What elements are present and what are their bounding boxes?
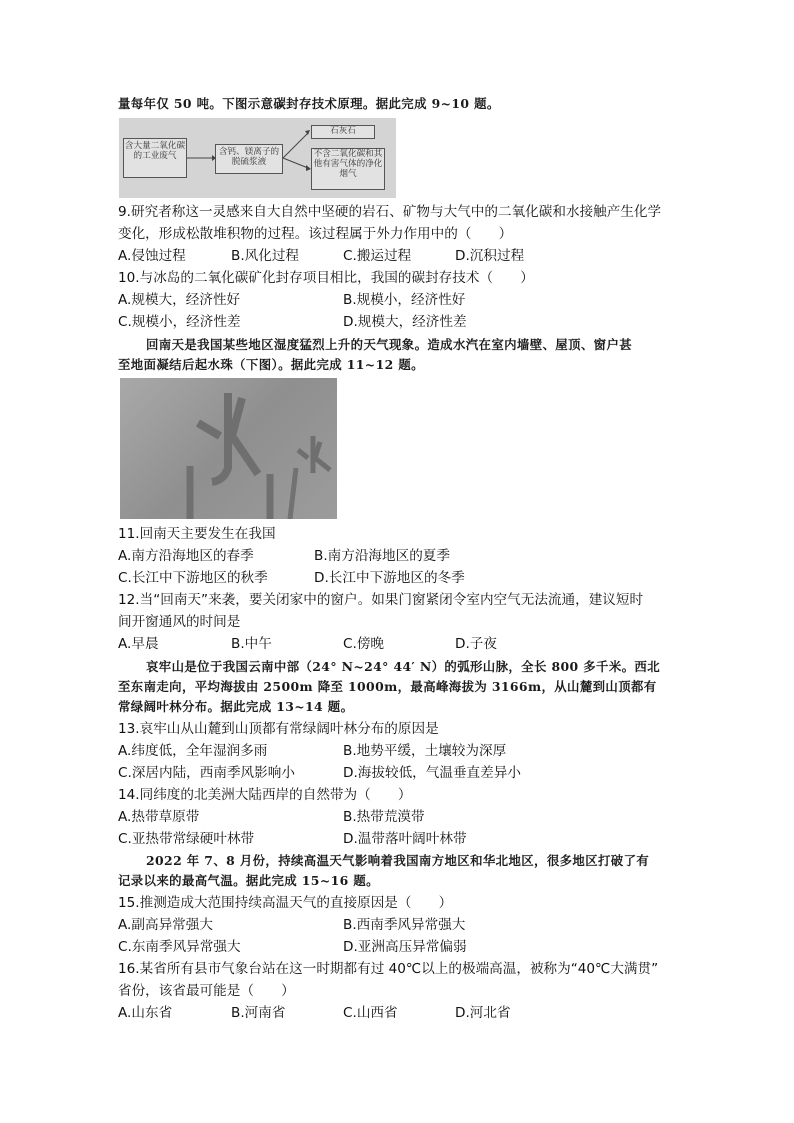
q11-option-c: C.长江中下游地区的秋季 bbox=[118, 570, 268, 586]
q10-option-a: A.规模大，经济性好 bbox=[118, 292, 241, 308]
q13-option-b: B.地势平缓，土壤较为深厚 bbox=[343, 743, 507, 759]
q14-option-d: D.温带落叶阔叶林带 bbox=[343, 831, 467, 847]
intro-13-line2: 至东南走向，平均海拔由 2500m 降至 1000m，最高峰海拔为 3166m，从山麓到山顶都有 bbox=[118, 679, 657, 694]
intro-line: 量每年仅 50 吨。下图示意碳封存技术原理。据此完成 9~10 题。 bbox=[118, 96, 500, 111]
q16-option-d: D.河北省 bbox=[455, 1005, 511, 1021]
intro-15-line2: 记录以来的最高气温。据此完成 15~16 题。 bbox=[118, 873, 379, 888]
q11-option-b: B.南方沿海地区的夏季 bbox=[314, 548, 450, 564]
carbon-storage-diagram bbox=[119, 118, 396, 198]
intro-15-line1: 2022 年 7、8 月份，持续高温天气影响着我国南方地区和华北地区，很多地区打破了有 bbox=[146, 853, 650, 868]
q15-option-c: C.东南季风异常强大 bbox=[118, 939, 241, 955]
q11-option-a: A.南方沿海地区的春季 bbox=[118, 548, 254, 564]
intro-11-line1: 回南天是我国某些地区湿度猛烈上升的天气现象。造成水汽在室内墙壁、屋顶、窗户甚 bbox=[146, 337, 633, 352]
condensation-photo bbox=[120, 378, 337, 519]
q16-stem-line1: 16.某省所有县市气象台站在这一时期都有过 40℃以上的极端高温，被称为“40℃大满贯” bbox=[118, 961, 659, 977]
q12-option-d: D.子夜 bbox=[455, 636, 497, 652]
q12-option-a: A.早晨 bbox=[118, 636, 159, 652]
q13-option-c: C.深居内陆，西南季风影响小 bbox=[118, 765, 295, 781]
q9-option-d: D.沉积过程 bbox=[455, 248, 525, 264]
q9-option-c: C.搬运过程 bbox=[343, 248, 412, 264]
q9-option-a: A.侵蚀过程 bbox=[118, 248, 186, 264]
q12-option-b: B.中午 bbox=[231, 636, 272, 652]
q14-stem: 14.同纬度的北美洲大陆西岸的自然带为（ ） bbox=[118, 787, 412, 803]
q13-option-d: D.海拔较低，气温垂直差异小 bbox=[343, 765, 521, 781]
diagram-arrows bbox=[119, 118, 396, 198]
q15-option-a: A.副高异常强大 bbox=[118, 917, 213, 933]
q15-option-d: D.亚洲高压异常偏弱 bbox=[343, 939, 467, 955]
q9-stem-line2: 变化，形成松散堆积物的过程。该过程属于外力作用中的（ ） bbox=[118, 226, 513, 242]
q10-option-c: C.规模小，经济性差 bbox=[118, 314, 241, 330]
q9-stem-line1: 9.研究者称这一灵感来自大自然中坚硬的岩石、矿物与大气中的二氧化碳和水接触产生化学 bbox=[118, 204, 662, 220]
q16-stem-line2: 省份，该省最可能是（ ） bbox=[118, 983, 295, 999]
intro-13-line3: 常绿阔叶林分布。据此完成 13~14 题。 bbox=[118, 699, 354, 714]
diagram-box-slurry: 含钙、镁离子的脱硫浆液 bbox=[215, 144, 283, 174]
q12-stem-line2: 间开窗通风的时间是 bbox=[118, 614, 241, 630]
q12-stem-line1: 12.当“回南天”来袭，要关闭家中的窗户。如果门窗紧闭令室内空气无法流通，建议短时 bbox=[118, 592, 644, 608]
intro-13-line1: 哀牢山是位于我国云南中部（24° N~24° 44′ N）的弧形山脉，全长 800 多千米。西北 bbox=[146, 659, 660, 674]
q16-option-a: A.山东省 bbox=[118, 1005, 173, 1021]
intro-11-line2: 至地面凝结后起水珠（下图）。据此完成 11~12 题。 bbox=[118, 357, 424, 372]
q14-option-a: A.热带草原带 bbox=[118, 809, 200, 825]
q10-option-b: B.规模小，经济性好 bbox=[343, 292, 466, 308]
q14-option-b: B.热带荒漠带 bbox=[343, 809, 425, 825]
q14-option-c: C.亚热带常绿硬叶林带 bbox=[118, 831, 255, 847]
q16-option-b: B.河南省 bbox=[231, 1005, 286, 1021]
q10-stem: 10.与冰岛的二氧化碳矿化封存项目相比，我国的碳封存技术（ ） bbox=[118, 270, 534, 286]
q15-stem: 15.推测造成大范围持续高温天气的直接原因是（ ） bbox=[118, 895, 453, 911]
diagram-box-output-clean-gas: 不含二氧化碳和其他有害气体的净化烟气 bbox=[311, 148, 385, 190]
diagram-box-source: 含大量二氧化碳的工业废气 bbox=[123, 138, 187, 178]
q13-stem: 13.哀牢山从山麓到山顶都有常绿阔叶林分布的原因是 bbox=[118, 721, 439, 737]
q9-option-b: B.风化过程 bbox=[231, 248, 300, 264]
q13-option-a: A.纬度低，全年湿润多雨 bbox=[118, 743, 268, 759]
q15-option-b: B.西南季风异常强大 bbox=[343, 917, 466, 933]
q12-option-c: C.傍晚 bbox=[343, 636, 385, 652]
q11-option-d: D.长江中下游地区的冬季 bbox=[314, 570, 465, 586]
q10-option-d: D.规模大，经济性差 bbox=[343, 314, 467, 330]
diagram-box-output-limestone: 石灰石 bbox=[311, 125, 375, 139]
q16-option-c: C.山西省 bbox=[343, 1005, 398, 1021]
q11-stem: 11.回南天主要发生在我国 bbox=[118, 526, 276, 542]
